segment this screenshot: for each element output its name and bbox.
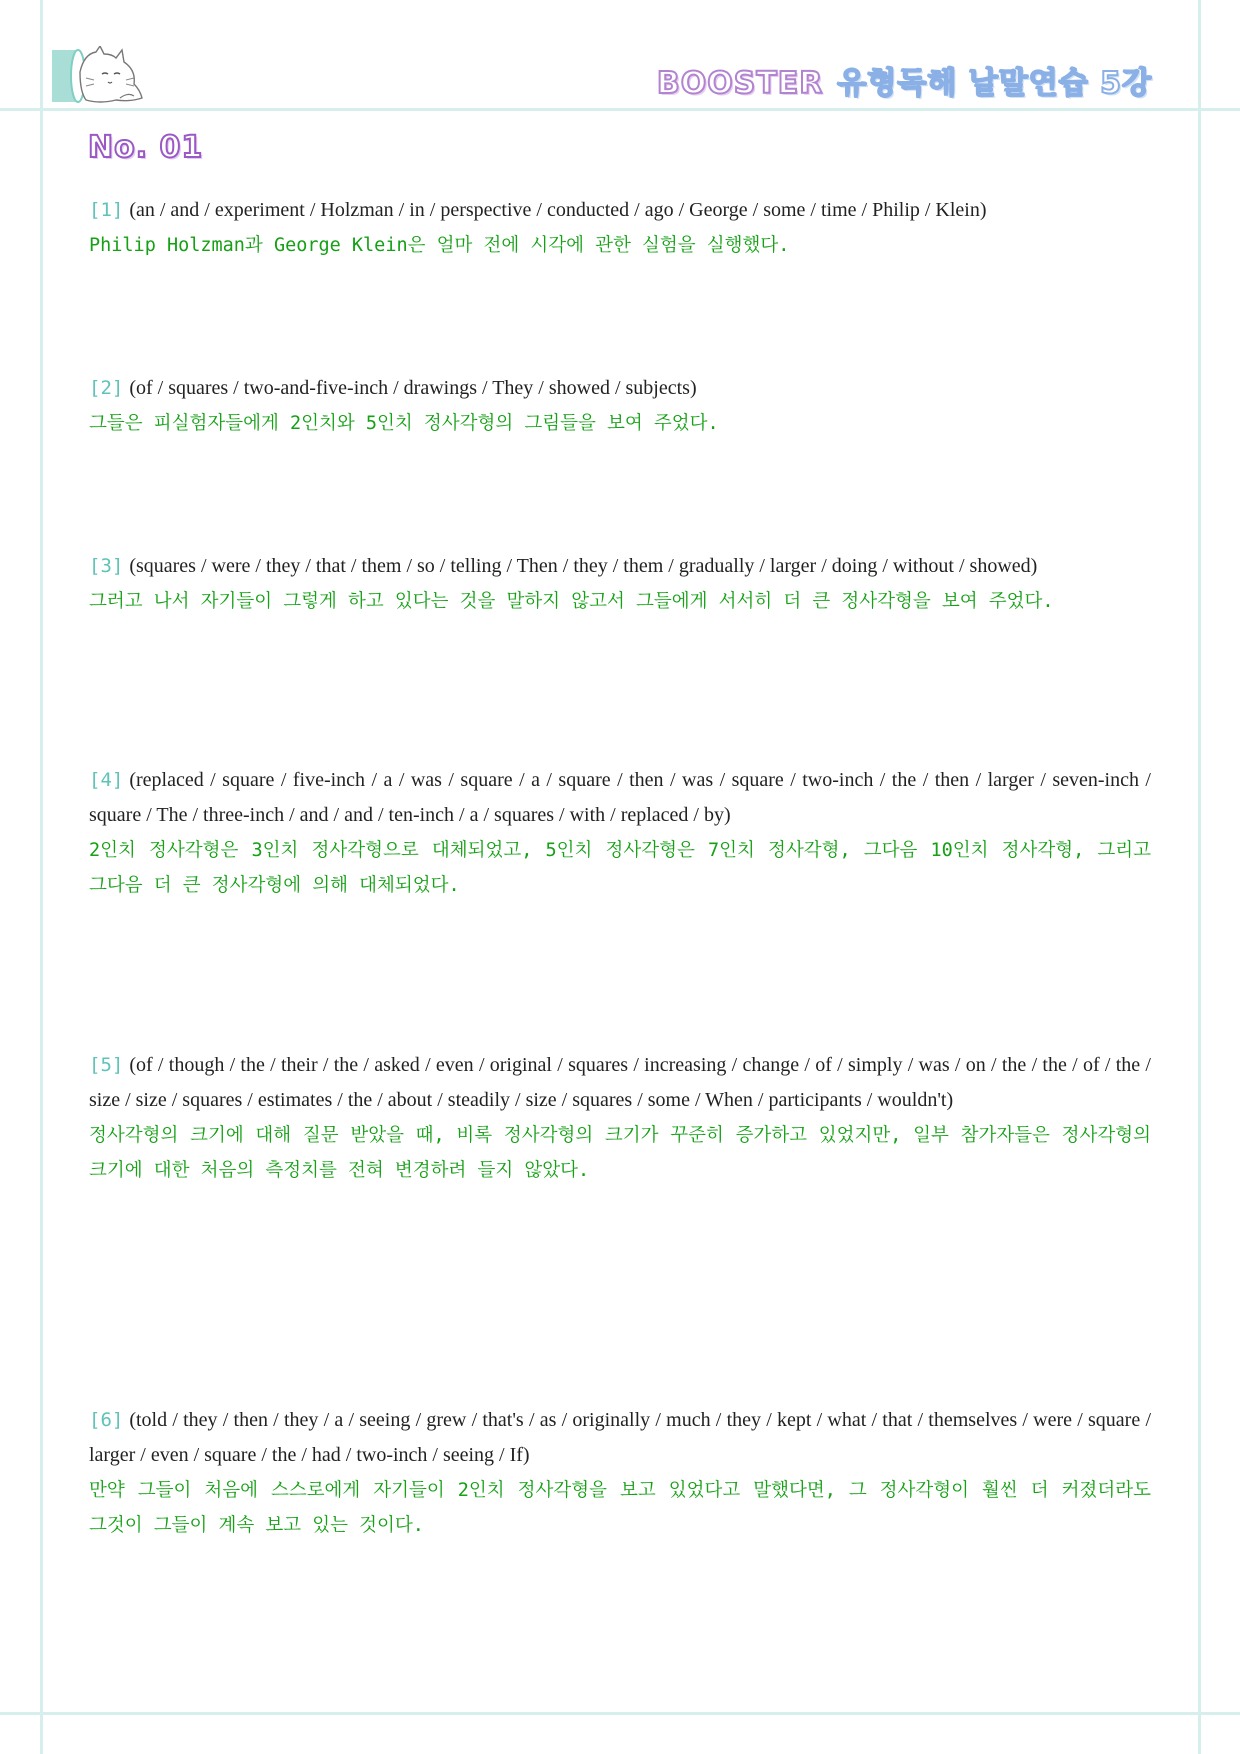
cat-logo-icon [50, 46, 146, 106]
korean-translation: 만약 그들이 처음에 스스로에게 자기들이 2인치 정사각형을 보고 있었다고 말했다면, 그 정사각형이 훨씬 더 커졌더라도 그것이 그들이 계속 보고 있는 것이다. [89, 1480, 1151, 1536]
scrambled-words: (of / though / the / their / the / asked / even / original / squares / increasing / change / of / simply / was / on / the / the / of / the / size / size / squares / estimates / the / about / steadily / size / squares / some / When / participants / wouldn't) [89, 1054, 1151, 1111]
scrambled-words: (replaced / square / five-inch / a / was / square / a / square / then / was / square / two-inch / the / then / larger / seven-inch / square / The / three-inch / and / and / ten-inch / a / squares / with / replaced / by) [89, 769, 1151, 826]
frame-left-line [40, 0, 43, 1754]
frame-top-line [0, 108, 1240, 111]
exercise-item [89, 549, 1151, 619]
word-list [89, 1048, 1151, 1118]
korean-translation: 정사각형의 크기에 대해 질문 받았을 때, 비록 정사각형의 크기가 꾸준히 증가하고 있었지만, 일부 참가자들은 정사각형의 크기에 대한 처음의 측정치를 전혀 변경하려 들지 않았다. [89, 1125, 1151, 1181]
scrambled-words: (of / squares / two-and-five-inch / drawings / They / showed / subjects) [129, 377, 697, 399]
header-brand: BOOSTER [656, 66, 824, 101]
korean-translation: 그러고 나서 자기들이 그렇게 하고 있다는 것을 말하지 않고서 그들에게 서서히 더 큰 정사각형을 보여 주었다. [89, 591, 1054, 612]
item-number: [1] [89, 199, 124, 221]
exercise-item [89, 193, 1151, 263]
scrambled-words: (an / and / experiment / Holzman / in / perspective / conducted / ago / George / some / time / Philip / Klein) [129, 199, 987, 221]
scrambled-words: (told / they / then / they / a / seeing / grew / that's / as / originally / much / they / kept / what / that / themselves / were / square / larger / even / square / the / had / two-inch / seeing / If) [89, 1409, 1151, 1466]
item-number: [3] [89, 555, 124, 577]
scrambled-words: (squares / were / they / that / them / so / telling / Then / they / them / gradually / larger / doing / without / showed) [129, 555, 1038, 577]
item-number: [4] [89, 769, 124, 791]
exercise-item [89, 763, 1151, 903]
exercise-item [89, 371, 1151, 441]
exercise-item [89, 1048, 1151, 1188]
frame-bottom-line [0, 1712, 1240, 1715]
exercise-item [89, 1403, 1151, 1543]
korean-translation: 그들은 피실험자들에게 2인치와 5인치 정사각형의 그림들을 보여 주었다. [89, 413, 719, 434]
item-number: [6] [89, 1409, 124, 1431]
word-list [89, 371, 1151, 406]
word-list [89, 1403, 1151, 1473]
item-number: [5] [89, 1054, 124, 1076]
section-title: No. 01 [88, 130, 204, 165]
page-header [657, 58, 1152, 102]
korean-translation: 2인치 정사각형은 3인치 정사각형으로 대체되었고, 5인치 정사각형은 7인치 정사각형, 그다음 10인치 정사각형, 그리고 그다음 더 큰 정사각형에 의해 대체되었다. [89, 840, 1151, 896]
korean-translation: Philip Holzman과 George Klein은 얼마 전에 시각에 관한 실험을 실행했다. [89, 235, 790, 256]
header-subtitle: 유형독해 낱말연습 5강 [837, 66, 1152, 101]
item-number: [2] [89, 377, 124, 399]
word-list [89, 193, 1151, 228]
word-list [89, 763, 1151, 833]
word-list [89, 549, 1151, 584]
frame-right-line [1198, 0, 1201, 1754]
